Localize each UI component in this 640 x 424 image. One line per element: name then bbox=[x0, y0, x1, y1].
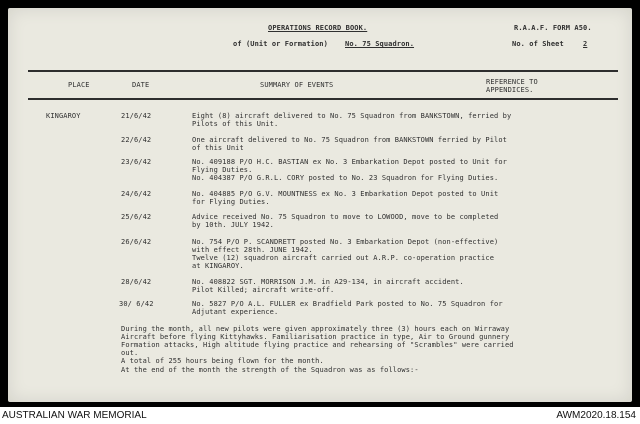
accession-number: AWM2020.18.154 bbox=[556, 410, 636, 421]
entry-line: with effect 28th. JUNE 1942. bbox=[192, 246, 313, 254]
unit-prefix: of (Unit or Formation) bbox=[233, 40, 328, 48]
closing-line: out. bbox=[121, 349, 139, 357]
column-place: PLACE bbox=[68, 81, 90, 89]
entry-line: No. 404885 P/O G.V. MOUNTNESS ex No. 3 Embarkation Depot posted to Unit bbox=[192, 190, 499, 198]
closing-line: Formation attacks, High altitude flying practice and rehearsing of "Scrambles" were carried bbox=[121, 341, 514, 349]
entry-line: Pilot Killed; aircraft write-off. bbox=[192, 286, 335, 294]
entry-line: No. 408822 SGT. MORRISON J.M. in A29-134, in aircraft accident. bbox=[192, 278, 464, 286]
entry-line: No. 754 P/O P. SCANDRETT posted No. 3 Embarkation Depot (non-effective) bbox=[192, 238, 499, 246]
header-rule-top bbox=[28, 70, 618, 72]
entry-line: No. 404387 P/O G.R.L. CORY posted to No. 23 Squadron for Flying Duties. bbox=[192, 174, 499, 182]
sheet-label: No. of Sheet bbox=[512, 40, 564, 48]
header-rule-bottom bbox=[28, 98, 618, 100]
document-page bbox=[8, 8, 632, 402]
document-title: OPERATIONS RECORD BOOK. bbox=[268, 24, 368, 32]
closing-line: At the end of the month the strength of the Squadron was as follows:- bbox=[121, 366, 419, 374]
entry-line: of this Unit bbox=[192, 144, 244, 152]
entry-line: Adjutant experience. bbox=[192, 308, 279, 316]
column-reference-line1: REFERENCE TO bbox=[486, 78, 538, 86]
caption-bar bbox=[0, 407, 640, 424]
place-value: KINGAROY bbox=[46, 112, 81, 120]
entry-line: No. 409188 P/O H.C. BASTIAN ex No. 3 Embarkation Depot posted to Unit for bbox=[192, 158, 507, 166]
entry-date: 25/6/42 bbox=[121, 213, 152, 221]
entry-line: at KINGAROY. bbox=[192, 262, 244, 270]
column-summary: SUMMARY OF EVENTS bbox=[260, 81, 334, 89]
entry-line: One aircraft delivered to No. 75 Squadron from BANKSTOWN ferried by Pilot bbox=[192, 136, 507, 144]
closing-line: During the month, all new pilots were given approximately three (3) hours each on Wirraway bbox=[121, 325, 510, 333]
entry-date: 24/6/42 bbox=[121, 190, 152, 198]
entry-date: 23/6/42 bbox=[121, 158, 152, 166]
closing-line: Aircraft before flying Kittyhawks. Familiarisation practice in type, Air to Ground gunnery bbox=[121, 333, 510, 341]
entry-line: Flying Duties. bbox=[192, 166, 253, 174]
entry-date: 21/6/42 bbox=[121, 112, 152, 120]
entry-date: 26/6/42 bbox=[121, 238, 152, 246]
entry-line: No. 5827 P/O A.L. FULLER ex Bradfield Park posted to No. 75 Squadron for bbox=[192, 300, 503, 308]
entry-line: for Flying Duties. bbox=[192, 198, 270, 206]
entry-line: Eight (8) aircraft delivered to No. 75 Squadron from BANKSTOWN, ferried by bbox=[192, 112, 512, 120]
entry-line: Pilots of this Unit. bbox=[192, 120, 279, 128]
column-date: DATE bbox=[132, 81, 150, 89]
entry-date: 28/6/42 bbox=[121, 278, 152, 286]
sheet-number: 2 bbox=[583, 40, 588, 48]
entry-date: 22/6/42 bbox=[121, 136, 152, 144]
entry-line: Twelve (12) squadron aircraft carried out A.R.P. co-operation practice bbox=[192, 254, 495, 262]
unit-name: No. 75 Squadron. bbox=[345, 40, 415, 48]
closing-line: A total of 255 hours being flown for the month. bbox=[121, 357, 324, 365]
entry-line: Advice received No. 75 Squadron to move to LOWOOD, move to be completed bbox=[192, 213, 499, 221]
column-reference-line2: APPENDICES. bbox=[486, 86, 534, 94]
entry-line: by 10th. JULY 1942. bbox=[192, 221, 274, 229]
entry-date: 30/ 6/42 bbox=[119, 300, 154, 308]
source-credit: AUSTRALIAN WAR MEMORIAL bbox=[2, 410, 147, 421]
form-number: R.A.A.F. FORM A50. bbox=[514, 24, 592, 32]
